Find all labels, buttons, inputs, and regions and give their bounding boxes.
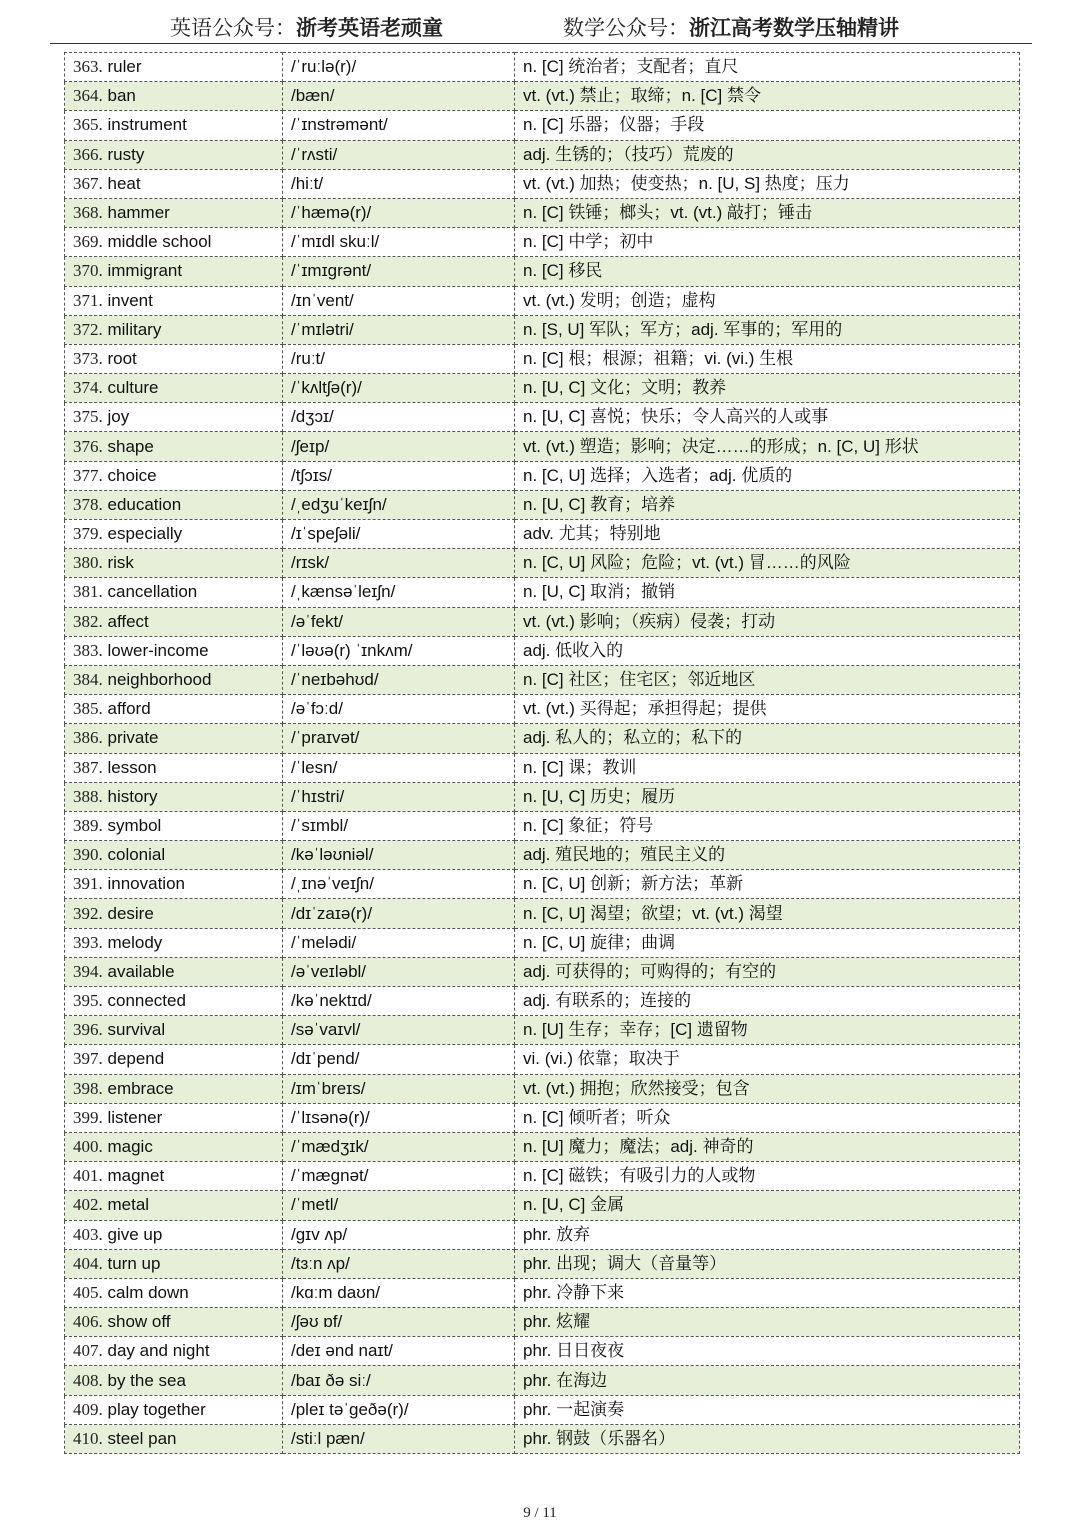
meaning-cell: vt. (vt.) 发明；创造；虚构 — [515, 286, 1020, 315]
word-cell — [65, 403, 283, 432]
entry-number: 408. — [73, 1370, 103, 1390]
phonetic-cell: /ˈɪnstrəmənt/ — [283, 111, 515, 140]
entry-number: 374. — [73, 378, 103, 398]
meaning-cell: vt. (vt.) 买得起；承担得起；提供 — [515, 695, 1020, 724]
entry-word: affect — [107, 611, 149, 631]
meaning-cell: n. [C, U] 选择；入选者；adj. 优质的 — [515, 461, 1020, 490]
entry-word: innovation — [107, 874, 185, 894]
entry-number: 372. — [73, 319, 103, 339]
entry-number: 402. — [73, 1195, 103, 1215]
meaning-cell: n. [C, U] 风险；危险；vt. (vt.) 冒……的风险 — [515, 549, 1020, 578]
table-row — [65, 315, 1020, 344]
phonetic-cell: /ˈlɪsənə(r)/ — [283, 1103, 515, 1132]
meaning-cell: phr. 在海边 — [515, 1366, 1020, 1395]
word-cell — [65, 461, 283, 490]
phonetic-cell: /əˈfekt/ — [283, 607, 515, 636]
entry-number: 396. — [73, 1020, 103, 1040]
table-row — [65, 82, 1020, 111]
entry-word: desire — [107, 903, 154, 923]
table-row — [65, 1220, 1020, 1249]
entry-word: connected — [107, 991, 186, 1011]
entry-number: 378. — [73, 494, 103, 514]
entry-number: 409. — [73, 1399, 103, 1419]
phonetic-cell: /ˈmetl/ — [283, 1191, 515, 1220]
phonetic-cell: /rɪsk/ — [283, 549, 515, 578]
meaning-cell: n. [U, C] 取消；撤销 — [515, 578, 1020, 607]
phonetic-cell: /ˈruːlə(r)/ — [283, 53, 515, 82]
page-header — [0, 0, 1080, 44]
word-cell — [65, 228, 283, 257]
phonetic-cell: /ˈlesn/ — [283, 753, 515, 782]
table-row — [65, 870, 1020, 899]
phonetic-cell: /dɪˈzaɪə(r)/ — [283, 899, 515, 928]
table-row — [65, 841, 1020, 870]
entry-word: neighborhood — [107, 670, 212, 690]
entry-number: 369. — [73, 232, 103, 252]
entry-word: lower-income — [107, 640, 209, 660]
meaning-cell: n. [C] 根；根源；祖籍；vi. (vi.) 生根 — [515, 344, 1020, 373]
phonetic-cell: /dɪˈpend/ — [283, 1045, 515, 1074]
table-row — [65, 753, 1020, 782]
table-row — [65, 1395, 1020, 1424]
meaning-cell: adv. 尤其；特别地 — [515, 520, 1020, 549]
phonetic-cell: /pleɪ təˈgeðə(r)/ — [283, 1395, 515, 1424]
word-cell — [65, 1395, 283, 1424]
entry-number: 382. — [73, 611, 103, 631]
word-cell — [65, 1366, 283, 1395]
entry-word: shape — [107, 436, 154, 456]
word-cell — [65, 1074, 283, 1103]
phonetic-cell: /ˈkʌltʃə(r)/ — [283, 374, 515, 403]
word-cell — [65, 841, 283, 870]
table-row — [65, 53, 1020, 82]
word-cell — [65, 286, 283, 315]
entry-word: calm down — [107, 1282, 189, 1302]
entry-word: instrument — [107, 115, 187, 135]
table-row — [65, 1424, 1020, 1453]
entry-number: 384. — [73, 670, 103, 690]
entry-word: available — [107, 961, 175, 981]
english-account-name: 浙考英语老顽童 — [296, 15, 443, 40]
meaning-cell: adj. 有联系的；连接的 — [515, 987, 1020, 1016]
table-row — [65, 228, 1020, 257]
header-divider — [50, 43, 1032, 44]
table-row — [65, 1366, 1020, 1395]
entry-word: by the sea — [107, 1370, 186, 1390]
entry-number: 394. — [73, 961, 103, 981]
meaning-cell: n. [U, C] 喜悦；快乐；令人高兴的人或事 — [515, 403, 1020, 432]
word-cell — [65, 695, 283, 724]
entry-number: 380. — [73, 553, 103, 573]
entry-number: 404. — [73, 1253, 103, 1273]
phonetic-cell: /ˈmægnət/ — [283, 1162, 515, 1191]
table-row — [65, 344, 1020, 373]
table-row — [65, 198, 1020, 227]
meaning-cell: n. [U, C] 历史；履历 — [515, 782, 1020, 811]
phonetic-cell: /ˈpraɪvət/ — [283, 724, 515, 753]
entry-word: military — [107, 319, 162, 339]
table-row — [65, 1016, 1020, 1045]
phonetic-cell: /ˈmɪlətri/ — [283, 315, 515, 344]
word-cell — [65, 1132, 283, 1161]
entry-word: especially — [107, 524, 183, 544]
word-cell — [65, 987, 283, 1016]
vocabulary-table-body — [65, 53, 1020, 1454]
entry-word: heat — [107, 173, 141, 193]
entry-word: choice — [107, 465, 157, 485]
entry-number: 395. — [73, 991, 103, 1011]
meaning-cell: n. [C] 乐器；仪器；手段 — [515, 111, 1020, 140]
phonetic-cell: /ˈmɪdl skuːl/ — [283, 228, 515, 257]
entry-word: middle school — [107, 232, 212, 252]
entry-number: 377. — [73, 465, 103, 485]
entry-word: private — [107, 728, 159, 748]
table-row — [65, 432, 1020, 461]
entry-number: 386. — [73, 728, 103, 748]
word-cell — [65, 257, 283, 286]
table-row — [65, 1103, 1020, 1132]
word-cell — [65, 490, 283, 519]
entry-number: 367. — [73, 173, 103, 193]
phonetic-cell: /stiːl pæn/ — [283, 1424, 515, 1453]
entry-number: 375. — [73, 407, 103, 427]
meaning-cell: phr. 钢鼓（乐器名） — [515, 1424, 1020, 1453]
table-row — [65, 724, 1020, 753]
phonetic-cell: /ʃeɪp/ — [283, 432, 515, 461]
entry-number: 398. — [73, 1078, 103, 1098]
phonetic-cell: /tɜːn ʌp/ — [283, 1249, 515, 1278]
phonetic-cell: /ruːt/ — [283, 344, 515, 373]
entry-number: 383. — [73, 640, 103, 660]
entry-word: immigrant — [107, 261, 183, 281]
phonetic-cell: /dʒɔɪ/ — [283, 403, 515, 432]
word-cell — [65, 344, 283, 373]
entry-word: steel pan — [107, 1428, 177, 1448]
meaning-cell: n. [C] 中学；初中 — [515, 228, 1020, 257]
entry-word: symbol — [107, 815, 162, 835]
word-cell — [65, 607, 283, 636]
table-row — [65, 461, 1020, 490]
phonetic-cell: /bæn/ — [283, 82, 515, 111]
word-cell — [65, 549, 283, 578]
meaning-cell: phr. 放弃 — [515, 1220, 1020, 1249]
entry-number: 370. — [73, 261, 103, 281]
entry-word: magic — [107, 1137, 153, 1157]
vocabulary-table — [64, 52, 1020, 1454]
math-account-name: 浙江高考数学压轴精讲 — [689, 15, 899, 40]
phonetic-cell: /əˈveɪləbl/ — [283, 957, 515, 986]
table-row — [65, 257, 1020, 286]
word-cell — [65, 520, 283, 549]
table-row — [65, 636, 1020, 665]
table-row — [65, 169, 1020, 198]
phonetic-cell: /ˈmelədi/ — [283, 928, 515, 957]
meaning-cell: vi. (vi.) 依靠；取决于 — [515, 1045, 1020, 1074]
math-account-label: 数学公众号： — [563, 16, 689, 40]
phonetic-cell: /kəˈləʊniəl/ — [283, 841, 515, 870]
meaning-cell: n. [U, C] 文化；文明；教养 — [515, 374, 1020, 403]
phonetic-cell: /ˈhæmə(r)/ — [283, 198, 515, 227]
word-cell — [65, 870, 283, 899]
table-row — [65, 520, 1020, 549]
entry-word: afford — [107, 699, 151, 719]
entry-word: play together — [107, 1399, 206, 1419]
entry-word: embrace — [107, 1078, 174, 1098]
meaning-cell: n. [C, U] 旋律；曲调 — [515, 928, 1020, 957]
entry-number: 368. — [73, 203, 103, 223]
entry-number: 371. — [73, 290, 103, 310]
word-cell — [65, 1103, 283, 1132]
word-cell — [65, 374, 283, 403]
phonetic-cell: /səˈvaɪvl/ — [283, 1016, 515, 1045]
entry-number: 399. — [73, 1107, 103, 1127]
word-cell — [65, 432, 283, 461]
word-cell — [65, 928, 283, 957]
entry-word: ruler — [107, 57, 142, 77]
word-cell — [65, 198, 283, 227]
table-row — [65, 695, 1020, 724]
meaning-cell: n. [C] 移民 — [515, 257, 1020, 286]
entry-word: hammer — [107, 203, 170, 223]
phonetic-cell: /hiːt/ — [283, 169, 515, 198]
meaning-cell: adj. 殖民地的；殖民主义的 — [515, 841, 1020, 870]
meaning-cell: phr. 炫耀 — [515, 1308, 1020, 1337]
word-cell — [65, 636, 283, 665]
meaning-cell: n. [C] 课；教训 — [515, 753, 1020, 782]
english-account — [170, 12, 443, 42]
word-cell — [65, 169, 283, 198]
meaning-cell: phr. 出现；调大（音量等） — [515, 1249, 1020, 1278]
phonetic-cell: /ˌɪnəˈveɪʃn/ — [283, 870, 515, 899]
meaning-cell: n. [U, C] 教育；培养 — [515, 490, 1020, 519]
meaning-cell: adj. 生锈的；（技巧）荒废的 — [515, 140, 1020, 169]
phonetic-cell: /ˈsɪmbl/ — [283, 811, 515, 840]
entry-number: 387. — [73, 757, 103, 777]
math-account — [563, 12, 899, 42]
phonetic-cell: /ɪmˈbreɪs/ — [283, 1074, 515, 1103]
word-cell — [65, 53, 283, 82]
entry-number: 392. — [73, 903, 103, 923]
entry-word: lesson — [107, 757, 157, 777]
word-cell — [65, 811, 283, 840]
entry-number: 381. — [73, 582, 103, 602]
entry-number: 391. — [73, 874, 103, 894]
word-cell — [65, 1337, 283, 1366]
entry-number: 363. — [73, 57, 103, 77]
table-row — [65, 782, 1020, 811]
meaning-cell: adj. 私人的；私立的；私下的 — [515, 724, 1020, 753]
phonetic-cell: /tʃɔɪs/ — [283, 461, 515, 490]
phonetic-cell: /ˈhɪstri/ — [283, 782, 515, 811]
entry-number: 373. — [73, 348, 103, 368]
meaning-cell: vt. (vt.) 加热；使变热；n. [U, S] 热度；压力 — [515, 169, 1020, 198]
phonetic-cell: /kəˈnektɪd/ — [283, 987, 515, 1016]
phonetic-cell: /deɪ ənd naɪt/ — [283, 1337, 515, 1366]
word-cell — [65, 665, 283, 694]
english-account-label: 英语公众号： — [170, 16, 296, 40]
meaning-cell: n. [U, C] 金属 — [515, 1191, 1020, 1220]
entry-word: rusty — [107, 144, 145, 164]
word-cell — [65, 1016, 283, 1045]
page-number: 9 / 11 — [523, 1505, 557, 1521]
table-row — [65, 490, 1020, 519]
word-cell — [65, 1308, 283, 1337]
table-row — [65, 111, 1020, 140]
entry-word: listener — [107, 1107, 163, 1127]
phonetic-cell: /ɪnˈvent/ — [283, 286, 515, 315]
entry-word: education — [107, 494, 182, 514]
meaning-cell: n. [C] 铁锤；榔头；vt. (vt.) 敲打；锤击 — [515, 198, 1020, 227]
entry-word: day and night — [107, 1341, 210, 1361]
table-row — [65, 1249, 1020, 1278]
entry-word: joy — [107, 407, 130, 427]
phonetic-cell: /ˌkænsəˈleɪʃn/ — [283, 578, 515, 607]
word-cell — [65, 1162, 283, 1191]
meaning-cell: n. [C] 磁铁；有吸引力的人或物 — [515, 1162, 1020, 1191]
entry-number: 405. — [73, 1282, 103, 1302]
phonetic-cell: /ˌedʒuˈkeɪʃn/ — [283, 490, 515, 519]
table-row — [65, 140, 1020, 169]
phonetic-cell: /kɑːm daʊn/ — [283, 1278, 515, 1307]
word-cell — [65, 1424, 283, 1453]
entry-number: 390. — [73, 845, 103, 865]
table-row — [65, 928, 1020, 957]
word-cell — [65, 957, 283, 986]
table-row — [65, 1337, 1020, 1366]
entry-number: 376. — [73, 436, 103, 456]
word-cell — [65, 753, 283, 782]
meaning-cell: n. [U] 生存；幸存；[C] 遗留物 — [515, 1016, 1020, 1045]
entry-word: colonial — [107, 845, 166, 865]
table-row — [65, 1278, 1020, 1307]
table-row — [65, 1162, 1020, 1191]
word-cell — [65, 1220, 283, 1249]
entry-number: 393. — [73, 932, 103, 952]
entry-number: 365. — [73, 115, 103, 135]
word-cell — [65, 82, 283, 111]
meaning-cell: n. [C, U] 渴望；欲望；vt. (vt.) 渴望 — [515, 899, 1020, 928]
table-row — [65, 665, 1020, 694]
phonetic-cell: /ˈɪmɪgrənt/ — [283, 257, 515, 286]
entry-word: cancellation — [107, 582, 198, 602]
word-cell — [65, 724, 283, 753]
meaning-cell: vt. (vt.) 塑造；影响；决定……的形成；n. [C, U] 形状 — [515, 432, 1020, 461]
entry-word: culture — [107, 378, 159, 398]
phonetic-cell: /ʃəʊ ɒf/ — [283, 1308, 515, 1337]
meaning-cell: n. [C] 象征；符号 — [515, 811, 1020, 840]
meaning-cell: n. [C] 社区；住宅区；邻近地区 — [515, 665, 1020, 694]
table-row — [65, 1045, 1020, 1074]
entry-number: 407. — [73, 1341, 103, 1361]
entry-number: 379. — [73, 524, 103, 544]
phonetic-cell: /ˈmædʒɪk/ — [283, 1132, 515, 1161]
entry-number: 401. — [73, 1166, 103, 1186]
table-row — [65, 811, 1020, 840]
meaning-cell: vt. (vt.) 禁止；取缔；n. [C] 禁令 — [515, 82, 1020, 111]
word-cell — [65, 1249, 283, 1278]
entry-word: invent — [107, 290, 153, 310]
phonetic-cell: /əˈfɔːd/ — [283, 695, 515, 724]
word-cell — [65, 899, 283, 928]
entry-word: melody — [107, 932, 163, 952]
entry-word: ban — [107, 86, 136, 106]
phonetic-cell: /ˈləʊə(r) ˈɪnkʌm/ — [283, 636, 515, 665]
table-row — [65, 286, 1020, 315]
word-cell — [65, 1191, 283, 1220]
meaning-cell: adj. 低收入的 — [515, 636, 1020, 665]
word-cell — [65, 140, 283, 169]
entry-number: 385. — [73, 699, 103, 719]
entry-word: survival — [107, 1020, 166, 1040]
table-row — [65, 1191, 1020, 1220]
table-row — [65, 549, 1020, 578]
table-row — [65, 1308, 1020, 1337]
word-cell — [65, 578, 283, 607]
phonetic-cell: /ˈrʌsti/ — [283, 140, 515, 169]
table-row — [65, 1132, 1020, 1161]
entry-number: 389. — [73, 815, 103, 835]
table-row — [65, 987, 1020, 1016]
entry-word: give up — [107, 1224, 163, 1244]
phonetic-cell: /gɪv ʌp/ — [283, 1220, 515, 1249]
entry-word: root — [107, 348, 137, 368]
meaning-cell: n. [C, U] 创新；新方法；革新 — [515, 870, 1020, 899]
phonetic-cell: /baɪ ðə siː/ — [283, 1366, 515, 1395]
meaning-cell: vt. (vt.) 影响；（疾病）侵袭；打动 — [515, 607, 1020, 636]
entry-word: depend — [107, 1049, 165, 1069]
entry-word: show off — [107, 1312, 171, 1332]
entry-number: 388. — [73, 786, 103, 806]
table-row — [65, 957, 1020, 986]
entry-word: metal — [107, 1195, 150, 1215]
entry-number: 403. — [73, 1224, 103, 1244]
word-cell — [65, 1278, 283, 1307]
entry-word: history — [107, 786, 158, 806]
meaning-cell: n. [C] 统治者；支配者；直尺 — [515, 53, 1020, 82]
table-row — [65, 607, 1020, 636]
phonetic-cell: /ˈneɪbəhʊd/ — [283, 665, 515, 694]
meaning-cell: n. [S, U] 军队；军方；adj. 军事的；军用的 — [515, 315, 1020, 344]
meaning-cell: n. [U] 魔力；魔法；adj. 神奇的 — [515, 1132, 1020, 1161]
entry-number: 410. — [73, 1428, 103, 1448]
meaning-cell: vt. (vt.) 拥抱；欣然接受；包含 — [515, 1074, 1020, 1103]
meaning-cell: phr. 日日夜夜 — [515, 1337, 1020, 1366]
phonetic-cell: /ɪˈspeʃəli/ — [283, 520, 515, 549]
entry-number: 397. — [73, 1049, 103, 1069]
meaning-cell: phr. 冷静下来 — [515, 1278, 1020, 1307]
word-cell — [65, 782, 283, 811]
entry-word: turn up — [107, 1253, 161, 1273]
entry-number: 366. — [73, 144, 103, 164]
meaning-cell: n. [C] 倾听者；听众 — [515, 1103, 1020, 1132]
table-row — [65, 1074, 1020, 1103]
word-cell — [65, 111, 283, 140]
entry-word: magnet — [107, 1166, 165, 1186]
entry-word: risk — [107, 553, 134, 573]
table-row — [65, 899, 1020, 928]
entry-number: 406. — [73, 1312, 103, 1332]
word-cell — [65, 315, 283, 344]
entry-number: 400. — [73, 1137, 103, 1157]
table-row — [65, 374, 1020, 403]
meaning-cell: phr. 一起演奏 — [515, 1395, 1020, 1424]
table-row — [65, 403, 1020, 432]
word-cell — [65, 1045, 283, 1074]
meaning-cell: adj. 可获得的；可购得的；有空的 — [515, 957, 1020, 986]
entry-number: 364. — [73, 86, 103, 106]
table-row — [65, 578, 1020, 607]
